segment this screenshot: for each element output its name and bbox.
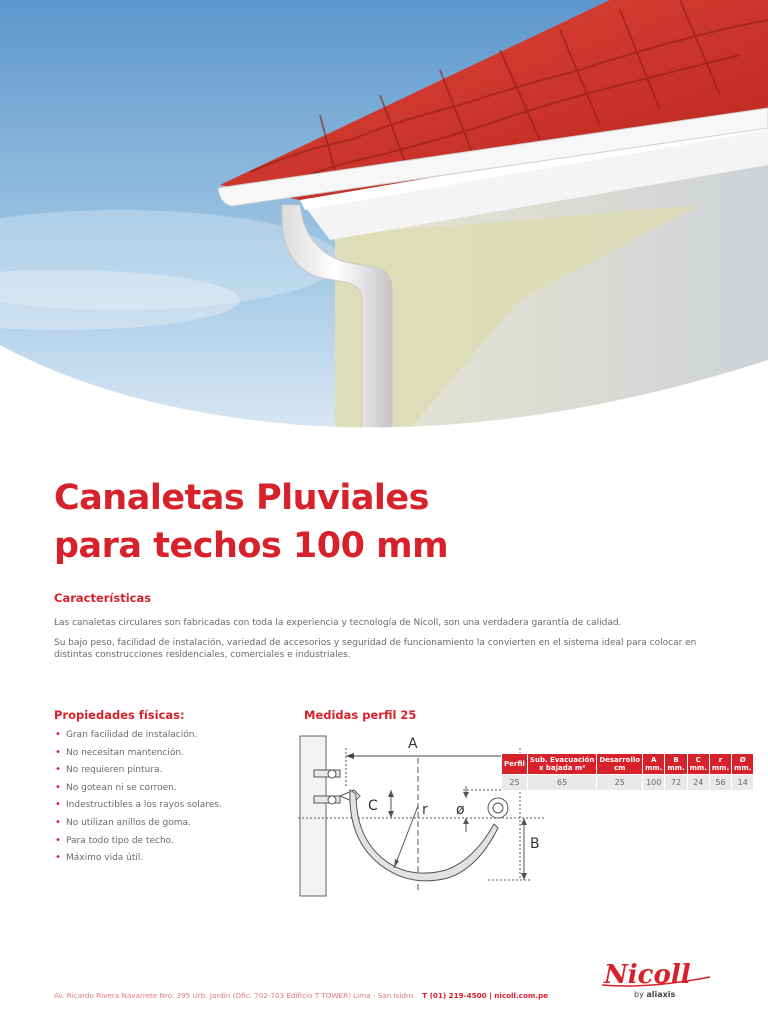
table-header-row — [502, 754, 754, 775]
col-perfil: Perfil — [502, 754, 528, 775]
cell-a: 100 — [643, 775, 665, 791]
page-title — [54, 474, 448, 570]
footer-address — [54, 991, 548, 1000]
propiedad-item — [54, 747, 222, 765]
caracteristicas-paragraph-2: Su bajo peso, facilidad de instalación, variedad de accesorios y seguridad de funcionamiento la convierten en el sistema ideal para colocar en distintas construcciones residenciales, comerciales e industriales. — [54, 638, 697, 660]
col-r: r mm. — [709, 754, 731, 775]
medidas-heading: Medidas perfil 25 — [304, 708, 417, 722]
col-a: A mm. — [643, 754, 665, 775]
propiedad-text: No requieren pintura. — [66, 765, 163, 776]
bullet-icon: • — [55, 834, 61, 846]
table-row — [502, 775, 754, 791]
propiedad-text: Gran facilidad de instalación. — [66, 730, 198, 740]
propiedad-text: Máximo vida útil. — [66, 853, 144, 864]
label-diameter: ø — [456, 802, 465, 818]
bullet-icon: • — [55, 816, 61, 828]
col-sub-evacuacion: Sub. Evacuación x bajada m² — [527, 754, 596, 775]
propiedad-item — [54, 782, 222, 800]
propiedad-item — [54, 799, 222, 817]
caracteristicas-heading: Características — [54, 591, 152, 605]
propiedades-heading: Propiedades físicas: — [54, 708, 185, 722]
propiedad-item — [54, 764, 222, 782]
aliaxis-text: aliaxis — [646, 990, 676, 999]
label-b: B — [530, 836, 540, 852]
bullet-icon: • — [55, 729, 61, 740]
propiedad-item — [54, 852, 222, 870]
label-a: A — [408, 736, 418, 752]
bullet-icon: • — [55, 764, 61, 776]
col-desarrollo: Desarrollo cm — [597, 754, 643, 775]
hero-image — [0, 0, 768, 440]
contact-link[interactable]: T (01) 219-4500 | nicoll.com.pe — [422, 991, 549, 1000]
propiedad-text: Para todo tipo de techo. — [66, 835, 174, 846]
medidas-table — [501, 753, 754, 791]
address-text: Av. Ricardo Rivera Navarrete Nro. 395 Urb. Jardín (Ofic. 702-703 Edificio T TOWER) Lima - San Isidro. — [54, 991, 416, 1000]
title-line-1: Canaletas Pluviales — [54, 478, 430, 518]
by-text: by — [634, 990, 644, 999]
bullet-icon: • — [55, 746, 61, 758]
logo-text: Nicoll — [604, 960, 691, 990]
propiedad-item — [54, 835, 222, 853]
label-c: C — [368, 798, 378, 814]
cell-sub-evacuacion: 65 — [527, 775, 596, 791]
bullet-icon: • — [55, 852, 61, 864]
label-r: r — [422, 802, 428, 818]
propiedad-item — [54, 817, 222, 835]
propiedad-item — [54, 729, 222, 747]
propiedad-text: No utilizan anillos de goma. — [66, 817, 191, 828]
bullet-icon: • — [55, 799, 61, 811]
cell-perfil: 25 — [502, 775, 528, 791]
bullet-icon: • — [55, 781, 61, 793]
aliaxis-tagline — [634, 990, 675, 999]
col-b: B mm. — [665, 754, 687, 775]
propiedades-list — [54, 729, 222, 870]
cell-desarrollo: 25 — [597, 775, 643, 791]
col-c: C mm. — [687, 754, 709, 775]
propiedad-text: Indestructibles a los rayos solares. — [66, 800, 222, 811]
cell-c: 24 — [687, 775, 709, 791]
col-diameter: Ø mm. — [732, 754, 754, 775]
cell-diameter: 14 — [732, 775, 754, 791]
propiedad-text: No necesitan mantención. — [66, 747, 184, 758]
cell-r: 56 — [709, 775, 731, 791]
title-line-2: para techos 100 mm — [54, 526, 449, 566]
caracteristicas-paragraph-1: Las canaletas circulares son fabricadas con toda la experiencia y tecnología de Nicoll, son una verdadera garantía de calidad. — [54, 618, 622, 628]
cell-b: 72 — [665, 775, 687, 791]
propiedad-text: No gotean ni se corroen. — [66, 782, 177, 793]
